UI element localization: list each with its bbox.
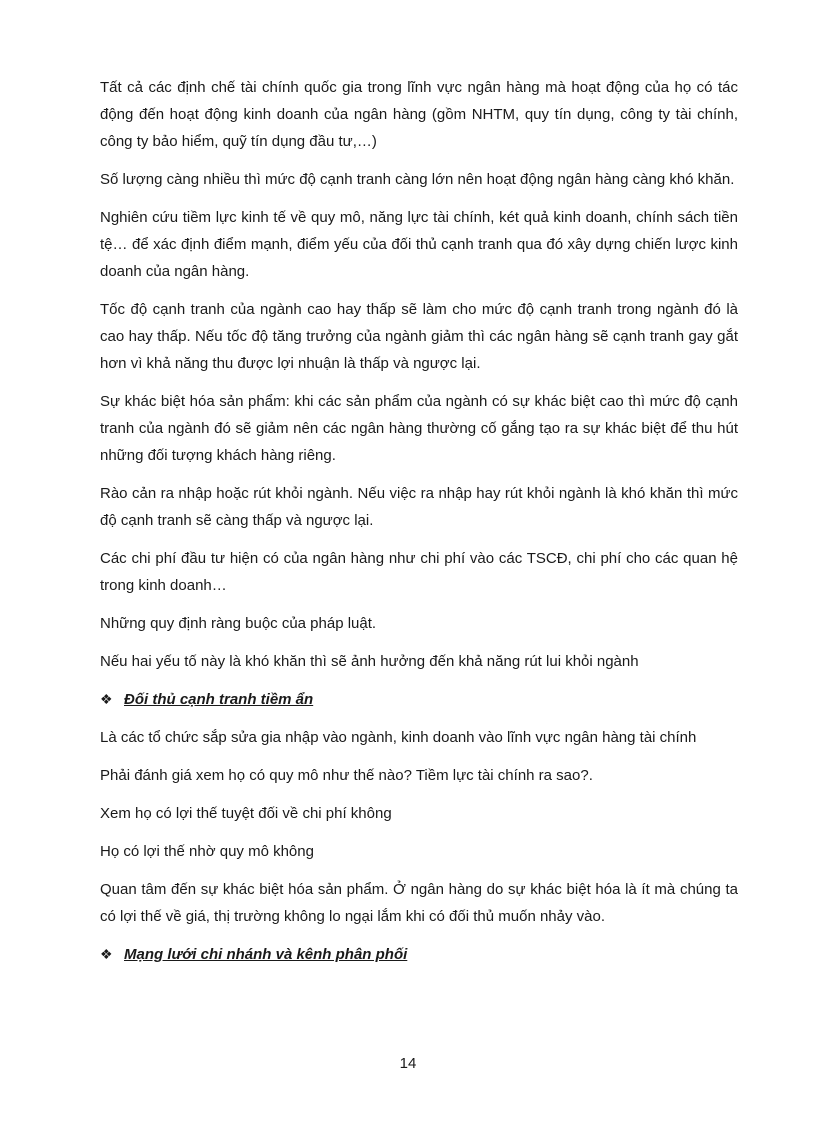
paragraph-scale-advantage: Họ có lợi thế nhờ quy mô không — [100, 843, 314, 860]
paragraph-entry-exit-barriers: Rào cản ra nhập hoặc rút khỏi ngành. Nếu việc ra nhập hay rút khỏi ngành là khó khăn thì mức độ cạnh tranh sẽ càng thấp và ngược lại. — [100, 485, 738, 529]
paragraph-differentiation-concern: Quan tâm đến sự khác biệt hóa sản phẩm. Ở ngân hàng do sự khác biệt hóa là ít mà chúng ta có lợi thế về giá, thị trường không lo ngại lắm khi có đối thủ muốn nhảy vào. — [100, 881, 738, 925]
paragraph-new-entrants: Là các tổ chức sắp sửa gia nhập vào ngành, kinh doanh vào lĩnh vực ngân hàng tài chính — [100, 729, 697, 746]
page-content — [100, 74, 738, 979]
paragraph-financial-institutions: Tất cả các định chế tài chính quốc gia trong lĩnh vực ngân hàng mà hoạt động của họ có tác động đến hoạt động kinh doanh của ngân hàng (gồm NHTM, quy tín dụng, công ty tài chính, công ty bảo hiểm, quỹ tín dụng đầu tư,…) — [100, 79, 738, 150]
heading-text: Mạng lưới chi nhánh và kênh phân phối — [124, 946, 408, 963]
diamond-bullet-icon: ❖ — [100, 691, 113, 707]
section-heading-potential-competitors — [100, 686, 738, 713]
paragraph-investment-costs: Các chi phí đầu tư hiện có của ngân hàng như chi phí vào các TSCĐ, chi phí cho các quan hệ trong kinh doanh… — [100, 550, 738, 594]
paragraph-legal-regulations: Những quy định ràng buộc của pháp luật. — [100, 615, 377, 632]
paragraph-competition-speed: Tốc độ cạnh tranh của ngành cao hay thấp sẽ làm cho mức độ cạnh tranh trong ngành đó là cao hay thấp. Nếu tốc độ tăng trưởng của ngành giảm thì các ngân hàng sẽ cạnh tranh gay gắt hơn vì khả năng thu được lợi nhuận là thấp và ngược lại. — [100, 301, 738, 372]
diamond-bullet-icon: ❖ — [100, 946, 113, 962]
page-number: 14 — [399, 1055, 417, 1072]
section-heading-branch-network — [100, 941, 738, 968]
paragraph-exit-difficulty: Nếu hai yếu tố này là khó khăn thì sẽ ảnh hưởng đến khả năng rút lui khỏi ngành — [100, 653, 639, 670]
paragraph-product-differentiation: Sự khác biệt hóa sản phẩm: khi các sản phẩm của ngành có sự khác biệt cao thì mức độ cạnh tranh của ngành đó sẽ giảm nên các ngân hàng thường cố gắng tạo ra sự khác biệt để thu hút những đối tượng khách hàng riêng. — [100, 393, 738, 464]
paragraph-cost-advantage: Xem họ có lợi thế tuyệt đối về chi phí không — [100, 805, 392, 822]
heading-text: Đối thủ cạnh tranh tiềm ẩn — [124, 691, 314, 708]
paragraph-economic-potential: Nghiên cứu tiềm lực kinh tế về quy mô, năng lực tài chính, két quả kinh doanh, chính sách tiền tệ… để xác định điểm mạnh, điểm yếu của đối thủ cạnh tranh qua đó xây dựng chiến lược kinh doanh của ngân hàng. — [100, 209, 738, 280]
paragraph-evaluate-scale: Phải đánh giá xem họ có quy mô như thế nào? Tiềm lực tài chính ra sao?. — [100, 767, 593, 784]
paragraph-competitor-count: Số lượng càng nhiều thì mức độ cạnh tranh càng lớn nên hoạt động ngân hàng càng khó khăn. — [100, 171, 735, 188]
